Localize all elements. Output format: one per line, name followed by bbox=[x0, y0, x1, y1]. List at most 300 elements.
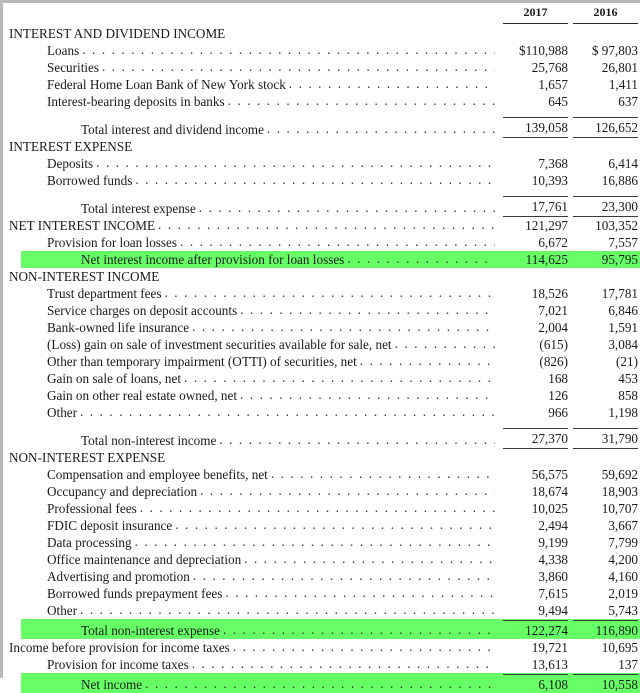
value-cell bbox=[573, 673, 640, 693]
dot-leader bbox=[347, 251, 495, 267]
value-text: 453 bbox=[618, 371, 638, 386]
value-cell bbox=[503, 656, 573, 673]
value-text: 121,297 bbox=[525, 218, 568, 233]
row-label: Other bbox=[47, 603, 78, 618]
value-cell bbox=[573, 234, 640, 251]
value-text: 116,890 bbox=[573, 620, 638, 639]
value-text: 9,199 bbox=[538, 535, 568, 550]
row-label-cell bbox=[7, 517, 503, 534]
section-heading-row bbox=[7, 217, 640, 234]
row-label-cell bbox=[7, 172, 503, 189]
line-item-row bbox=[7, 353, 640, 370]
value-cell bbox=[573, 336, 640, 353]
value-text: 18,674 bbox=[531, 484, 568, 499]
dot-leader bbox=[240, 302, 495, 318]
value-cell bbox=[503, 196, 573, 217]
row-label: Professional fees bbox=[47, 501, 137, 516]
value-text: 25,768 bbox=[531, 60, 568, 75]
line-item-row bbox=[7, 370, 640, 387]
dot-leader bbox=[395, 336, 495, 352]
value-cell bbox=[503, 25, 573, 42]
value-cell bbox=[503, 217, 573, 234]
value-text: 16,886 bbox=[601, 173, 638, 188]
value-text: 7,557 bbox=[608, 235, 638, 250]
label-wrap bbox=[7, 551, 497, 568]
dot-leader bbox=[267, 120, 495, 137]
value-cell bbox=[503, 251, 573, 268]
row-label: Total interest expense bbox=[81, 201, 196, 216]
row-label-cell bbox=[7, 585, 503, 602]
statement-body bbox=[7, 3, 640, 693]
value-cell bbox=[573, 656, 640, 673]
value-text: 10,695 bbox=[601, 640, 638, 655]
line-item-row bbox=[7, 404, 640, 421]
value-cell bbox=[573, 251, 640, 268]
line-item-row bbox=[7, 534, 640, 551]
row-label-cell bbox=[7, 302, 503, 319]
value-text: 18,903 bbox=[601, 484, 638, 499]
label-wrap bbox=[7, 483, 497, 500]
line-item-row bbox=[7, 602, 640, 619]
label-wrap bbox=[7, 466, 497, 483]
line-item-row bbox=[7, 483, 640, 500]
value-text: 26,801 bbox=[601, 60, 638, 75]
label-wrap bbox=[7, 59, 497, 76]
line-item-row bbox=[7, 639, 640, 656]
row-label: Loans bbox=[47, 43, 80, 58]
dot-leader bbox=[223, 621, 495, 638]
dot-leader bbox=[233, 639, 495, 655]
value-cell bbox=[573, 639, 640, 656]
value-cell bbox=[503, 117, 573, 138]
line-item-row bbox=[7, 585, 640, 602]
row-label: Gain on sale of loans, net bbox=[47, 371, 182, 386]
value-text: 645 bbox=[548, 94, 568, 109]
dot-leader bbox=[165, 285, 495, 301]
row-label: Net interest income after provision for loan losses bbox=[81, 252, 345, 267]
label-wrap bbox=[7, 200, 497, 217]
value-cell bbox=[503, 673, 573, 693]
row-spacer bbox=[7, 421, 640, 428]
row-label-cell bbox=[7, 428, 503, 449]
line-item-row bbox=[7, 117, 640, 138]
dot-leader bbox=[180, 234, 495, 250]
label-wrap bbox=[7, 138, 497, 155]
column-header-label: 2016 bbox=[573, 4, 638, 24]
value-cell bbox=[573, 285, 640, 302]
value-text: 1,411 bbox=[608, 77, 638, 92]
value-cell bbox=[573, 25, 640, 42]
column-header-2016 bbox=[573, 3, 640, 25]
value-cell bbox=[573, 302, 640, 319]
label-wrap bbox=[7, 93, 497, 110]
line-item-row bbox=[7, 517, 640, 534]
label-wrap bbox=[7, 676, 497, 693]
dot-leader bbox=[158, 217, 495, 233]
dot-leader bbox=[240, 387, 495, 403]
dot-leader bbox=[140, 500, 495, 516]
label-wrap bbox=[7, 234, 497, 251]
column-header-row bbox=[7, 3, 640, 25]
value-text: 637 bbox=[618, 94, 638, 109]
value-text: 4,338 bbox=[538, 552, 568, 567]
value-cell bbox=[503, 449, 573, 466]
value-text: 1,591 bbox=[608, 320, 638, 335]
dot-leader bbox=[244, 551, 495, 567]
row-label: Data processing bbox=[47, 535, 132, 550]
value-text: 4,200 bbox=[608, 552, 638, 567]
dot-leader bbox=[135, 534, 495, 550]
header-spacer bbox=[7, 3, 503, 25]
row-label-cell bbox=[7, 656, 503, 673]
row-label: FDIC deposit insurance bbox=[47, 518, 173, 533]
value-text: 2,019 bbox=[608, 586, 638, 601]
dot-leader bbox=[184, 370, 495, 386]
label-wrap bbox=[7, 432, 497, 449]
value-text: 18,526 bbox=[531, 286, 568, 301]
value-cell bbox=[503, 534, 573, 551]
row-label-cell bbox=[7, 449, 503, 466]
label-wrap bbox=[7, 42, 497, 59]
dot-leader bbox=[102, 59, 495, 75]
row-label: NET INTEREST INCOME bbox=[9, 218, 156, 233]
label-wrap bbox=[7, 172, 497, 189]
dot-leader bbox=[225, 585, 495, 601]
line-item-row bbox=[7, 551, 640, 568]
value-text: 13,613 bbox=[531, 657, 568, 672]
line-item-row bbox=[7, 285, 640, 302]
row-label-cell bbox=[7, 639, 503, 656]
dot-leader bbox=[80, 404, 495, 420]
row-label: INTEREST EXPENSE bbox=[9, 139, 133, 154]
line-item-row bbox=[7, 319, 640, 336]
row-label-cell bbox=[7, 76, 503, 93]
row-label: Other than temporary impairment (OTTI) of securities, net bbox=[47, 354, 357, 369]
value-text: 2,004 bbox=[538, 320, 568, 335]
value-text: 17,781 bbox=[601, 286, 638, 301]
column-header-label: 2017 bbox=[503, 4, 568, 24]
dot-leader bbox=[360, 353, 495, 369]
label-wrap bbox=[7, 353, 497, 370]
label-wrap bbox=[7, 285, 497, 302]
value-cell bbox=[573, 483, 640, 500]
value-text: 7,615 bbox=[538, 586, 568, 601]
value-text: 3,860 bbox=[538, 569, 568, 584]
value-cell bbox=[503, 76, 573, 93]
row-label-cell bbox=[7, 25, 503, 42]
row-label-cell bbox=[7, 619, 503, 639]
label-wrap bbox=[7, 622, 497, 639]
row-label: Total non-interest expense bbox=[81, 623, 220, 638]
row-label-cell bbox=[7, 138, 503, 155]
label-wrap bbox=[7, 217, 497, 234]
row-label: Interest-bearing deposits in banks bbox=[47, 94, 225, 109]
value-text: 168 bbox=[548, 371, 568, 386]
dot-leader bbox=[175, 517, 495, 533]
line-item-row bbox=[7, 656, 640, 673]
row-label: INTEREST AND DIVIDEND INCOME bbox=[9, 26, 226, 41]
value-cell bbox=[573, 76, 640, 93]
value-cell bbox=[503, 370, 573, 387]
value-text: (826) bbox=[539, 354, 568, 369]
label-wrap bbox=[7, 155, 497, 172]
value-cell bbox=[503, 42, 573, 59]
row-label: NON-INTEREST EXPENSE bbox=[9, 450, 166, 465]
value-cell bbox=[573, 138, 640, 155]
row-spacer-cell bbox=[7, 189, 640, 196]
line-item-row bbox=[7, 336, 640, 353]
row-label: Bank-owned life insurance bbox=[47, 320, 190, 335]
label-wrap bbox=[7, 121, 497, 138]
row-label: Deposits bbox=[47, 156, 94, 171]
dot-leader bbox=[271, 466, 495, 482]
value-cell bbox=[573, 534, 640, 551]
section-heading-row bbox=[7, 449, 640, 466]
value-cell bbox=[573, 551, 640, 568]
value-text: 7,799 bbox=[608, 535, 638, 550]
label-wrap bbox=[7, 268, 497, 285]
dot-leader bbox=[82, 42, 495, 58]
value-cell bbox=[573, 155, 640, 172]
row-label-cell bbox=[7, 285, 503, 302]
row-spacer-cell bbox=[7, 110, 640, 117]
highlighted-total-row bbox=[7, 673, 640, 693]
value-cell bbox=[503, 353, 573, 370]
row-label-cell bbox=[7, 268, 503, 285]
row-label: Service charges on deposit accounts bbox=[47, 303, 238, 318]
label-wrap bbox=[7, 656, 497, 673]
row-label: Advertising and promotion bbox=[47, 569, 190, 584]
row-label: Provision for loan losses bbox=[47, 235, 178, 250]
value-cell bbox=[503, 483, 573, 500]
row-label-cell bbox=[7, 217, 503, 234]
dot-leader bbox=[228, 93, 495, 109]
value-cell bbox=[503, 234, 573, 251]
label-wrap bbox=[7, 251, 497, 268]
dot-leader bbox=[135, 172, 495, 188]
value-cell bbox=[503, 500, 573, 517]
row-spacer bbox=[7, 110, 640, 117]
value-text: 139,058 bbox=[503, 117, 568, 138]
value-cell bbox=[503, 619, 573, 639]
row-label-cell bbox=[7, 551, 503, 568]
value-cell bbox=[503, 404, 573, 421]
highlighted-total-row bbox=[7, 619, 640, 639]
row-label-cell bbox=[7, 319, 503, 336]
value-text: 56,575 bbox=[531, 467, 568, 482]
row-label: Occupancy and depreciation bbox=[47, 484, 198, 499]
label-wrap bbox=[7, 568, 497, 585]
value-cell bbox=[573, 404, 640, 421]
value-cell bbox=[573, 117, 640, 138]
row-label: Total interest and dividend income bbox=[81, 122, 264, 137]
value-text: 59,692 bbox=[601, 467, 638, 482]
section-heading-row bbox=[7, 25, 640, 42]
label-wrap bbox=[7, 602, 497, 619]
value-text: 6,414 bbox=[608, 156, 638, 171]
value-text: 5,743 bbox=[608, 603, 638, 618]
value-cell bbox=[503, 639, 573, 656]
line-item-row bbox=[7, 302, 640, 319]
row-label: Total non-interest income bbox=[81, 433, 217, 448]
value-cell bbox=[503, 93, 573, 110]
row-label-cell bbox=[7, 466, 503, 483]
row-label-cell bbox=[7, 42, 503, 59]
section-heading-row bbox=[7, 138, 640, 155]
value-text: 23,300 bbox=[573, 196, 638, 217]
line-item-row bbox=[7, 196, 640, 217]
row-spacer bbox=[7, 189, 640, 196]
value-cell bbox=[503, 387, 573, 404]
dot-leader bbox=[200, 483, 495, 499]
value-text: 137 bbox=[618, 657, 638, 672]
value-text: 27,370 bbox=[503, 428, 568, 449]
value-text: 4,160 bbox=[608, 569, 638, 584]
label-wrap bbox=[7, 336, 497, 353]
value-cell bbox=[573, 172, 640, 189]
dot-leader bbox=[199, 199, 495, 216]
value-cell bbox=[503, 602, 573, 619]
value-text: $110,988 bbox=[519, 43, 568, 58]
label-wrap bbox=[7, 517, 497, 534]
value-cell bbox=[573, 500, 640, 517]
value-text: 858 bbox=[618, 388, 638, 403]
label-wrap bbox=[7, 370, 497, 387]
column-header-2017 bbox=[503, 3, 573, 25]
value-text: 6,108 bbox=[503, 674, 568, 693]
row-label: Federal Home Loan Bank of New York stock bbox=[47, 77, 286, 92]
label-wrap bbox=[7, 500, 497, 517]
label-wrap bbox=[7, 639, 497, 656]
value-text: (21) bbox=[616, 354, 638, 369]
value-cell bbox=[573, 387, 640, 404]
row-label: Income before provision for income taxes bbox=[9, 640, 230, 655]
row-label-cell bbox=[7, 336, 503, 353]
value-cell bbox=[573, 449, 640, 466]
value-cell bbox=[503, 285, 573, 302]
value-cell bbox=[573, 585, 640, 602]
value-cell bbox=[503, 336, 573, 353]
label-wrap bbox=[7, 319, 497, 336]
row-label: (Loss) gain on sale of investment securities available for sale, net bbox=[47, 337, 392, 352]
value-cell bbox=[573, 42, 640, 59]
value-cell bbox=[503, 517, 573, 534]
value-text: 10,393 bbox=[531, 173, 568, 188]
label-wrap bbox=[7, 585, 497, 602]
row-label: Trust department fees bbox=[47, 286, 162, 301]
value-cell bbox=[573, 217, 640, 234]
value-text: 10,558 bbox=[573, 674, 638, 693]
label-wrap bbox=[7, 302, 497, 319]
label-wrap bbox=[7, 387, 497, 404]
value-cell bbox=[573, 568, 640, 585]
row-label: NON-INTEREST INCOME bbox=[9, 269, 160, 284]
value-cell bbox=[503, 302, 573, 319]
row-label: Net income bbox=[81, 677, 143, 692]
row-label: Office maintenance and depreciation bbox=[47, 552, 242, 567]
row-label: Borrowed funds prepayment fees bbox=[47, 586, 223, 601]
value-text: 1,657 bbox=[538, 77, 568, 92]
value-cell bbox=[503, 319, 573, 336]
row-label-cell bbox=[7, 500, 503, 517]
value-text: 7,021 bbox=[538, 303, 568, 318]
value-text: 114,625 bbox=[525, 252, 568, 267]
value-text: 3,084 bbox=[608, 337, 638, 352]
line-item-row bbox=[7, 466, 640, 483]
value-text: 1,198 bbox=[608, 405, 638, 420]
value-cell bbox=[503, 172, 573, 189]
value-text: 9,494 bbox=[538, 603, 568, 618]
dot-leader bbox=[193, 568, 495, 584]
value-text: 126,652 bbox=[573, 117, 638, 138]
value-cell bbox=[573, 93, 640, 110]
value-text: 966 bbox=[548, 405, 568, 420]
label-wrap bbox=[7, 404, 497, 421]
value-cell bbox=[573, 353, 640, 370]
value-cell bbox=[503, 155, 573, 172]
line-item-row bbox=[7, 42, 640, 59]
row-label: Securities bbox=[47, 60, 100, 75]
row-label: Borrowed funds bbox=[47, 173, 133, 188]
value-text: 103,352 bbox=[595, 218, 638, 233]
dot-leader bbox=[289, 76, 495, 92]
line-item-row bbox=[7, 568, 640, 585]
value-cell bbox=[503, 568, 573, 585]
value-cell bbox=[503, 428, 573, 449]
value-cell bbox=[573, 602, 640, 619]
row-label-cell bbox=[7, 370, 503, 387]
value-cell bbox=[573, 370, 640, 387]
row-label-cell bbox=[7, 602, 503, 619]
value-text: (615) bbox=[539, 337, 568, 352]
row-label-cell bbox=[7, 196, 503, 217]
value-text: 6,672 bbox=[538, 235, 568, 250]
dot-leader bbox=[219, 431, 495, 448]
value-text: 17,761 bbox=[503, 196, 568, 217]
dot-leader bbox=[96, 155, 495, 171]
value-text: 126 bbox=[548, 388, 568, 403]
value-cell bbox=[573, 466, 640, 483]
row-label-cell bbox=[7, 93, 503, 110]
label-wrap bbox=[7, 25, 497, 42]
value-cell bbox=[503, 59, 573, 76]
row-label-cell bbox=[7, 534, 503, 551]
row-label: Provision for income taxes bbox=[47, 657, 189, 672]
value-text: 7,368 bbox=[538, 156, 568, 171]
row-label-cell bbox=[7, 483, 503, 500]
line-item-row bbox=[7, 76, 640, 93]
row-label: Gain on other real estate owned, net bbox=[47, 388, 238, 403]
line-item-row bbox=[7, 155, 640, 172]
row-label-cell bbox=[7, 568, 503, 585]
dot-leader bbox=[80, 602, 495, 618]
line-item-row bbox=[7, 387, 640, 404]
dot-leader bbox=[192, 656, 495, 672]
row-label-cell bbox=[7, 59, 503, 76]
value-cell bbox=[573, 59, 640, 76]
value-cell bbox=[503, 466, 573, 483]
value-cell bbox=[503, 585, 573, 602]
value-text: 10,707 bbox=[601, 501, 638, 516]
value-text: 10,025 bbox=[531, 501, 568, 516]
income-statement-table bbox=[7, 3, 640, 693]
line-item-row bbox=[7, 172, 640, 189]
value-text: 19,721 bbox=[531, 640, 568, 655]
value-text: 3,667 bbox=[608, 518, 638, 533]
row-label: Compensation and employee benefits, net bbox=[47, 467, 268, 482]
row-label-cell bbox=[7, 404, 503, 421]
label-wrap bbox=[7, 76, 497, 93]
